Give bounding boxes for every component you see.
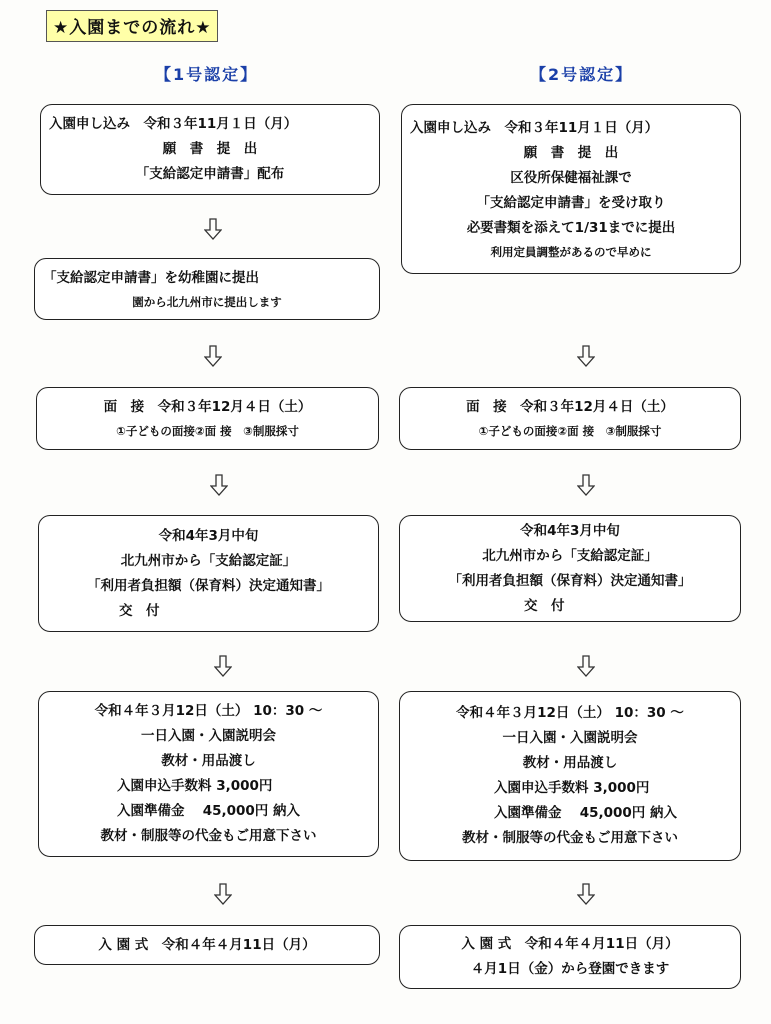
step-line: 入園申し込み 令和３年11月１日（月）: [410, 119, 659, 136]
step-application-1: [40, 104, 380, 195]
step-application-2: [401, 104, 741, 274]
step-line: 願 書 提 出: [523, 144, 619, 161]
step-line: 北九州市から「支給認定証」: [482, 547, 658, 564]
down-arrow-icon: [210, 474, 228, 496]
step-interview-2: [399, 387, 741, 450]
step-line: 入園申込手数料 3,000円: [117, 778, 273, 794]
down-arrow-icon: [577, 474, 595, 496]
step-orientation-1: [38, 691, 379, 857]
step-line: 入 園 式 令和４年４月11日（月）: [461, 936, 679, 952]
step-certificate-1: [38, 515, 379, 632]
down-arrow-icon: [204, 345, 222, 367]
step-line: 区役所保健福祉課で: [510, 169, 632, 186]
column-header-2: 【2号認定】: [530, 65, 634, 84]
step-line: 必要書類を添えて1/31までに提出: [466, 219, 676, 236]
step-line: ４月1日（金）から登園できます: [470, 961, 670, 977]
step-line: 面 接 令和３年12月４日（土）: [103, 399, 312, 415]
down-arrow-icon: [577, 655, 595, 677]
step-ceremony-1: [34, 925, 380, 965]
step-line: 入 園 式 令和４年４月11日（月）: [98, 936, 316, 953]
step-line: 「利用者負担額（保育料）決定通知書」: [448, 572, 692, 589]
step-ceremony-2: [399, 925, 741, 989]
step-line: 入園申込手数料 3,000円: [494, 780, 650, 796]
step-line: 「支給認定申請書」を幼稚園に提出: [43, 269, 259, 286]
step-line: 交 付: [119, 602, 160, 619]
step-line: 利用定員調整があるので早めに: [490, 244, 652, 259]
step-line: 北九州市から「支給認定証」: [120, 552, 297, 569]
step-line: 教材・用品渡し: [161, 753, 256, 769]
step-line: 願 書 提 出: [162, 141, 258, 157]
step-line: 令和４年３月12日（土） 10：30 ～: [94, 703, 323, 719]
step-line: 一日入園・入園説明会: [141, 728, 276, 744]
step-line: 入園準備金 45,000円 納入: [117, 803, 300, 819]
column-header-1: 【1号認定】: [155, 65, 259, 84]
step-orientation-2: [399, 691, 741, 861]
step-line: 教材・制服等の代金もご用意下さい: [100, 828, 317, 844]
step-line: ①子どもの面接②面 接 ③制服採寸: [116, 424, 299, 438]
step-line: 教材・制服等の代金もご用意下さい: [462, 830, 678, 846]
step-line: 入園準備金 45,000円 納入: [494, 805, 677, 821]
step-line: 園から北九州市に提出します: [132, 294, 282, 309]
step-line: 令和4年3月中旬: [158, 527, 259, 544]
step-interview-1: [36, 387, 379, 450]
down-arrow-icon: [204, 218, 222, 240]
step-line: 令和４年３月12日（土） 10：30 ～: [456, 705, 684, 721]
step-line: 「利用者負担額（保育料）決定通知書」: [87, 577, 330, 594]
down-arrow-icon: [214, 655, 232, 677]
down-arrow-icon: [577, 345, 595, 367]
step-line: 交 付: [524, 597, 565, 614]
down-arrow-icon: [577, 883, 595, 905]
step-line: 入園申し込み 令和３年11月１日（月）: [49, 116, 298, 132]
step-line: 面 接 令和３年12月４日（土）: [466, 399, 674, 415]
step-line: 「支給認定申請書」配布: [135, 166, 285, 182]
step-line: 教材・用品渡し: [522, 755, 618, 771]
step-line: ①子どもの面接②面 接 ③制服採寸: [478, 424, 662, 438]
step-line: 一日入園・入園説明会: [502, 730, 638, 746]
step-certificate-2: [399, 515, 741, 622]
step-submit-form-1: [34, 258, 380, 320]
step-line: 「支給認定申請書」を受け取り: [476, 194, 666, 211]
page-title: ★入園までの流れ★: [46, 10, 218, 42]
down-arrow-icon: [214, 883, 232, 905]
step-line: 令和4年3月中旬: [520, 522, 620, 539]
